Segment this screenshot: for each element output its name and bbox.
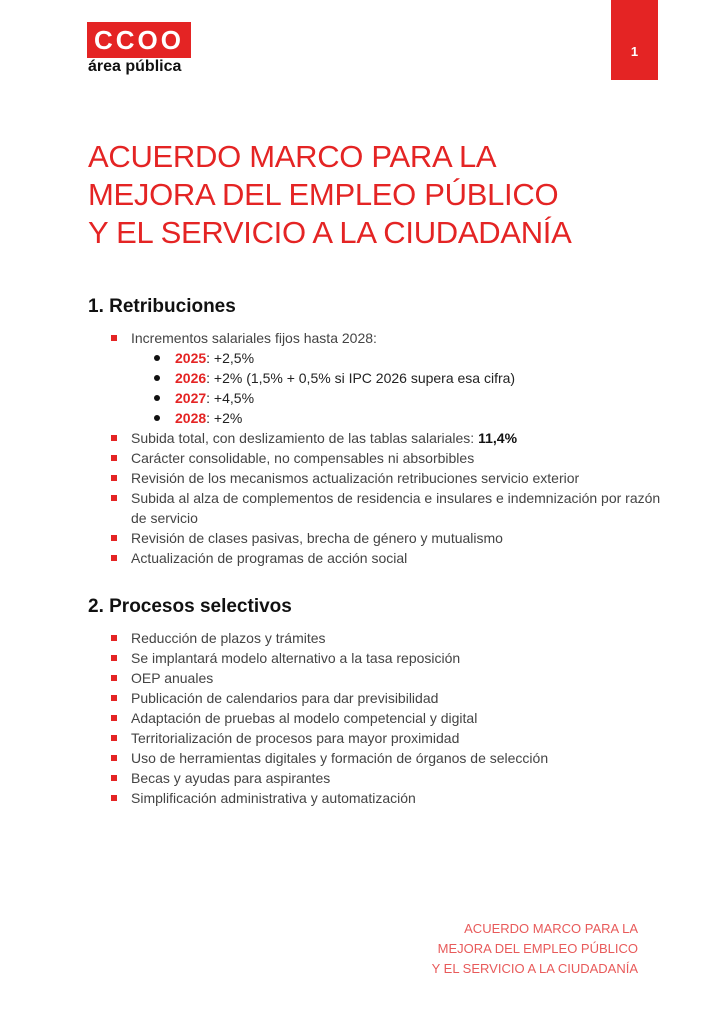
logo-subtitle: área pública [88,58,182,75]
section-heading: 2. Procesos selectivos [88,596,292,617]
list-item-text: Actualización de programas de acción social [131,550,408,566]
list-item [88,688,668,708]
footer-title [432,919,638,979]
dot-bullet-icon [154,415,160,421]
square-bullet-icon [111,655,117,661]
list-item-text: OEP anuales [131,670,214,686]
section-retribuciones [88,296,668,568]
page-number: 1 [611,0,658,80]
list-item-text: Incrementos salariales fijos hasta 2028: [131,330,377,346]
list-item-text: Subida total, con deslizamiento de las tablas salariales: [131,430,479,446]
section-procesos-selectivos [88,596,668,808]
square-bullet-icon [111,535,117,541]
dot-bullet-icon [154,375,160,381]
bullet-list [88,628,668,808]
list-item-text: Subida al alza de complementos de residencia e insulares e indemnización por razón de servicio [131,490,661,526]
list-item [88,328,668,428]
square-bullet-icon [111,635,117,641]
square-bullet-icon [111,775,117,781]
square-bullet-icon [111,495,117,501]
list-item-text: Reducción de plazos y trámites [131,630,326,646]
sub-list [131,348,668,428]
increment-text: : +2% (1,5% + 0,5% si IPC 2026 supera esa cifra) [206,370,516,386]
year-label: 2025 [175,350,207,366]
square-bullet-icon [111,715,117,721]
list-item [88,428,668,448]
year-label: 2027 [175,390,207,406]
footer-line-3: Y EL SERVICIO A LA CIUDADANÍA [431,961,638,976]
list-item [88,448,668,468]
logo-text: CCOO [94,25,184,55]
list-item [88,628,668,648]
list-item-text: Uso de herramientas digitales y formación de órganos de selección [131,750,549,766]
list-item [88,488,668,528]
square-bullet-icon [111,675,117,681]
list-item [88,468,668,488]
list-item-text: Simplificación administrativa y automatización [131,790,416,806]
list-item-text: Se implantará modelo alternativo a la tasa reposición [131,650,461,666]
sub-list-item [131,348,668,368]
year-label: 2026 [175,370,207,386]
square-bullet-icon [111,555,117,561]
list-item [88,548,668,568]
increment-text: : +4,5% [206,390,255,406]
list-item-text: Territorialización de procesos para mayor proximidad [131,730,460,746]
sub-list-item [131,408,668,428]
increment-text: : +2% [206,410,243,426]
square-bullet-icon [111,695,117,701]
title-line-1: ACUERDO MARCO PARA LA [88,139,497,174]
dot-bullet-icon [154,395,160,401]
list-item [88,528,668,548]
list-item [88,708,668,728]
document-title [88,138,648,252]
list-item [88,728,668,748]
total-increase-value: 11,4% [478,430,518,446]
square-bullet-icon [111,475,117,481]
sub-list-item [131,368,668,388]
list-item [88,768,668,788]
square-bullet-icon [111,335,117,341]
section-heading: 1. Retribuciones [88,296,236,317]
list-item-text: Revisión de clases pasivas, brecha de género y mutualismo [131,530,503,546]
ccoo-logo [87,22,191,58]
footer-line-1: ACUERDO MARCO PARA LA [464,921,638,936]
list-item-text: Adaptación de pruebas al modelo competencial y digital [131,710,478,726]
footer-line-2: MEJORA DEL EMPLEO PÚBLICO [437,941,638,956]
increment-text: : +2,5% [206,350,255,366]
list-item [88,648,668,668]
square-bullet-icon [111,435,117,441]
title-line-3: Y EL SERVICIO A LA CIUDADANÍA [88,215,572,250]
dot-bullet-icon [154,355,160,361]
square-bullet-icon [111,455,117,461]
list-item [88,788,668,808]
sub-list-item [131,388,668,408]
square-bullet-icon [111,795,117,801]
title-line-2: MEJORA DEL EMPLEO PÚBLICO [88,177,559,212]
list-item [88,748,668,768]
list-item [88,668,668,688]
square-bullet-icon [111,735,117,741]
bullet-list [88,328,668,568]
square-bullet-icon [111,755,117,761]
list-item-text: Carácter consolidable, no compensables ni absorbibles [131,450,475,466]
list-item-text: Becas y ayudas para aspirantes [131,770,331,786]
list-item-text: Publicación de calendarios para dar previsibilidad [131,690,439,706]
list-item-text: Revisión de los mecanismos actualización retribuciones servicio exterior [131,470,580,486]
year-label: 2028 [175,410,207,426]
